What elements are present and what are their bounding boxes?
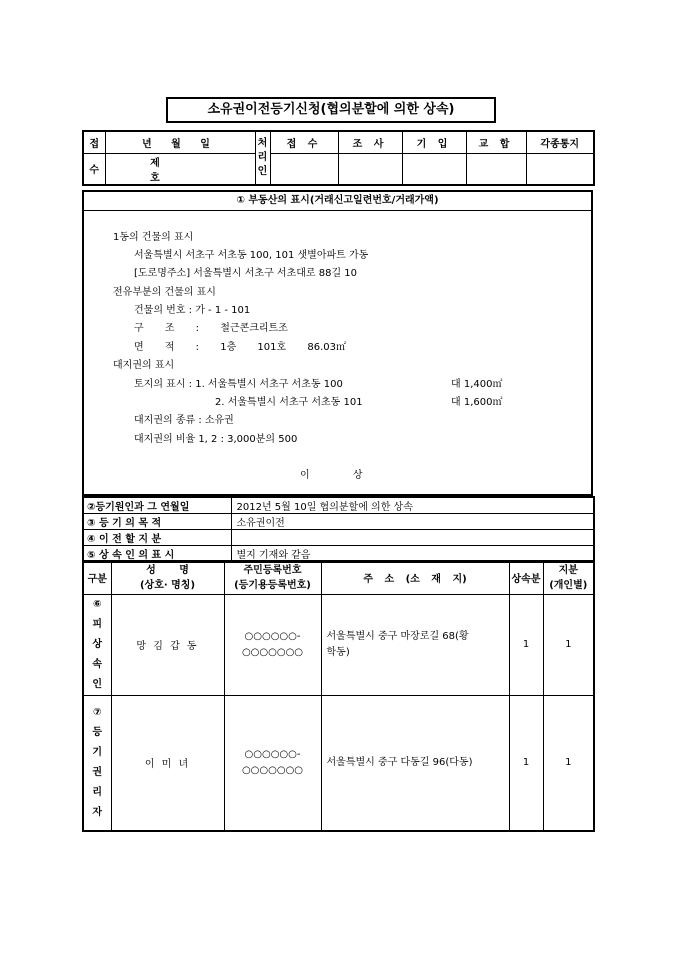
parties-header-id — [224, 561, 321, 594]
property-line: 1동의 건물의 표시 — [113, 232, 194, 243]
field-share-label: ④ 이 전 할 지 분 — [83, 530, 231, 546]
reception-cell — [526, 153, 594, 185]
property-area: 대 1,600㎡ — [451, 397, 503, 408]
party-id — [224, 594, 321, 695]
field-share-value — [231, 530, 594, 546]
property-line: [도로명주소] 서울특별시 서초구 서초대로 88길 10 — [134, 268, 358, 279]
field-cause-value: 2012년 5월 10일 협의분할에 의한 상속 — [231, 497, 594, 514]
parties-header-share: 상속분 — [509, 561, 543, 594]
property-line: 대지권의 종류 : 소유권 — [134, 415, 234, 426]
parties-header-name-sub: (상호· 명칭) — [139, 579, 196, 591]
property-line: 면 적 : 1층 101호 86.03㎡ — [134, 342, 346, 353]
reception-col-entry: 기 입 — [402, 131, 466, 153]
reception-cell — [338, 153, 402, 185]
parties-header-id-sub: (등기용등록번호) — [234, 579, 311, 591]
reception-col-receipt: 접 수 — [270, 131, 338, 153]
party-address-line2: 학동) — [326, 646, 350, 658]
party-role: ⑦ 등 기 권 리 자 — [83, 695, 111, 831]
document-title: 소유권이전등기신청(협의분할에 의한 상속) — [166, 97, 496, 123]
property-line: 전유부분의 건물의 표시 — [113, 287, 216, 298]
party-role: ⑥ 피 상 속 인 — [83, 594, 111, 695]
reception-cell — [402, 153, 466, 185]
party-id — [224, 695, 321, 831]
reception-col-review: 조 사 — [338, 131, 402, 153]
property-header: ① 부동산의 표시(거래신고일련번호/거래가액) — [84, 192, 591, 211]
party-name: 망 김 갑 동 — [111, 594, 224, 695]
reception-cell — [466, 153, 526, 185]
field-cause-label: ②등기원인과 그 연월일 — [83, 497, 231, 514]
field-purpose-value: 소유권이전 — [231, 514, 594, 530]
party-share: 1 — [509, 594, 543, 695]
reception-number-label: 제 호 — [105, 153, 255, 185]
parties-header-jibun-sub: (개인별) — [549, 579, 588, 591]
reception-cell — [270, 153, 338, 185]
reception-table — [82, 130, 595, 186]
property-line: 토지의 표시 : 1. 서울특별시 서초구 서초동 100 — [134, 379, 343, 390]
property-end: 이 상 — [300, 470, 363, 481]
parties-header-jibun — [543, 561, 594, 594]
fields-table — [82, 496, 595, 563]
parties-header-gubun: 구분 — [83, 561, 111, 594]
field-heirs-label: ⑤ 상 속 인 의 표 시 — [83, 546, 231, 563]
property-line: 구 조 : 철근콘크리트조 — [134, 323, 288, 334]
party-share: 1 — [509, 695, 543, 831]
parties-header-name — [111, 561, 224, 594]
field-heirs-value: 별지 기재와 같음 — [231, 546, 594, 563]
reception-su: 수 — [83, 153, 105, 185]
party-jibun: 1 — [543, 594, 594, 695]
property-line: 서울특별시 서초구 서초동 100, 101 샛별아파트 가동 — [134, 250, 369, 261]
reception-date-label: 년 월 일 — [105, 131, 255, 153]
party-address — [321, 695, 509, 831]
property-line: 건물의 번호 : 가 - 1 - 101 — [134, 305, 251, 316]
party-name: 이 미 녀 — [111, 695, 224, 831]
parties-header-jibun-text: 지분 — [558, 564, 578, 576]
parties-header-name-text: 성 명 — [146, 564, 189, 576]
party-address-line1: 서울특별시 중구 다동길 96(다동) — [326, 756, 473, 768]
parties-header-address: 주 소 (소 재 지) — [321, 561, 509, 594]
reception-jeop: 접 — [83, 131, 105, 153]
property-area: 대 1,400㎡ — [451, 379, 503, 390]
party-address — [321, 594, 509, 695]
party-id-line1: ○○○○○○- — [244, 748, 301, 760]
parties-table — [82, 560, 595, 832]
property-line: 대지권의 비율 1, 2 : 3,000분의 500 — [134, 434, 298, 445]
party-id-line1: ○○○○○○- — [244, 630, 301, 642]
property-line: 대지권의 표시 — [113, 360, 175, 371]
party-jibun: 1 — [543, 695, 594, 831]
parties-header-id-text: 주민등록번호 — [243, 564, 302, 576]
party-id-line2: ○○○○○○○ — [241, 646, 304, 658]
reception-process-label: 처리인 — [255, 131, 270, 185]
reception-col-check: 교 합 — [466, 131, 526, 153]
property-line: 2. 서울특별시 서초구 서초동 101 — [215, 397, 363, 408]
field-purpose-label: ③ 등 기 의 목 적 — [83, 514, 231, 530]
party-id-line2: ○○○○○○○ — [241, 764, 304, 776]
party-address-line1: 서울특별시 중구 마장로길 68(황 — [326, 630, 469, 642]
reception-col-notice: 각종통지 — [526, 131, 594, 153]
